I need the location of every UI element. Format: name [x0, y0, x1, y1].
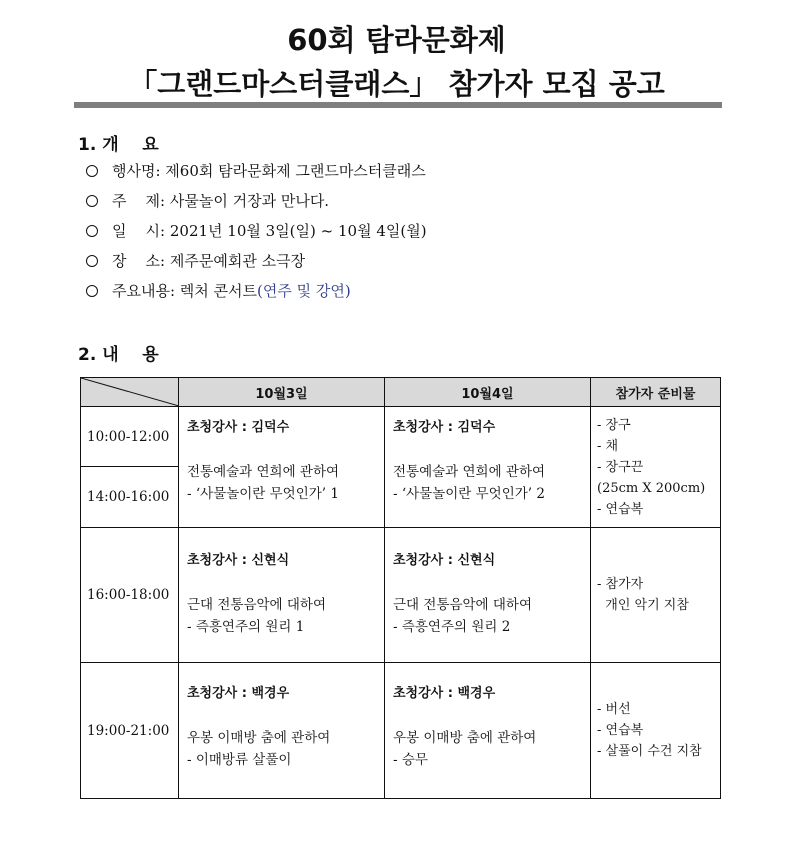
overview-item: 장 소: 제주문예회관 소극장	[86, 250, 305, 271]
prep-cell: - 버선 - 연습복 - 살풀이 수건 지참	[591, 663, 721, 799]
circle-bullet-icon	[86, 165, 98, 177]
table-row	[81, 663, 721, 799]
lecturer-label: 초청강사 : 신현식	[187, 553, 290, 568]
topic-line: - 즉흥연주의 원리 2	[393, 619, 511, 635]
session-cell	[179, 663, 385, 799]
session-cell	[179, 528, 385, 663]
time-cell: 16:00-18:00	[81, 528, 179, 663]
lecturer-label: 초청강사 : 백경우	[187, 686, 290, 701]
circle-bullet-icon	[86, 255, 98, 267]
topic-line: 근대 전통음악에 대하여	[187, 597, 326, 613]
prep-cell: - 참가자 개인 악기 지참	[591, 528, 721, 663]
section-overview-heading: 1. 개 요	[78, 135, 159, 155]
overview-item: 주 제: 사물놀이 거장과 만나다.	[86, 190, 329, 211]
title-line-2: 「그랜드마스터클래스」 참가자 모집 공고	[128, 67, 665, 101]
topic-line: 근대 전통음악에 대하여	[393, 597, 532, 613]
lecturer-label: 초청강사 : 김덕수	[393, 420, 496, 435]
column-header-prep: 참가자 준비물	[591, 378, 721, 407]
topic-line: 전통예술과 연희에 관하여	[393, 464, 546, 480]
session-cell	[385, 407, 591, 528]
topic-line: - 승무	[393, 752, 428, 768]
table-row	[81, 407, 721, 467]
time-cell: 14:00-16:00	[81, 467, 179, 528]
table-header-row	[81, 378, 721, 407]
lecturer-label: 초청강사 : 김덕수	[187, 420, 290, 435]
time-cell: 19:00-21:00	[81, 663, 179, 799]
overview-item: 주요내용: 렉처 콘서트(연주 및 강연)	[86, 280, 351, 301]
topic-line: - 이매방류 살풀이	[187, 752, 292, 768]
lecturer-label: 초청강사 : 백경우	[393, 686, 496, 701]
column-header-day2: 10월4일	[385, 378, 591, 407]
prep-cell: - 장구 - 채 - 장구끈 (25cm X 200cm) - 연습복	[591, 407, 721, 528]
circle-bullet-icon	[86, 195, 98, 207]
lecturer-label: 초청강사 : 신현식	[393, 553, 496, 568]
column-header-day1: 10월3일	[179, 378, 385, 407]
corner-cell	[81, 378, 179, 407]
schedule-table	[80, 377, 721, 799]
topic-line: - ‘사물놀이란 무엇인가’ 2	[393, 486, 545, 502]
overview-item: 일 시: 2021년 10월 3일(일) ~ 10월 4일(월)	[86, 220, 427, 241]
topic-line: 우봉 이매방 춤에 관하여	[187, 730, 331, 746]
diagonal-line-icon	[81, 378, 179, 406]
table-row	[81, 528, 721, 663]
circle-bullet-icon	[86, 225, 98, 237]
section-content-heading: 2. 내 용	[78, 345, 159, 365]
topic-line: 우봉 이매방 춤에 관하여	[393, 730, 537, 746]
topic-line: - 즉흥연주의 원리 1	[187, 619, 305, 635]
topic-line: 전통예술과 연희에 관하여	[187, 464, 340, 480]
session-cell	[385, 663, 591, 799]
overview-item: 행사명: 제60회 탐라문화제 그랜드마스터클래스	[86, 160, 426, 181]
topic-line: - ‘사물놀이란 무엇인가’ 1	[187, 486, 339, 502]
title-underline	[74, 102, 722, 108]
time-cell: 10:00-12:00	[81, 407, 179, 467]
session-cell	[179, 407, 385, 528]
title-line-1: 60회 탐라문화제	[287, 23, 506, 57]
session-cell	[385, 528, 591, 663]
circle-bullet-icon	[86, 285, 98, 297]
